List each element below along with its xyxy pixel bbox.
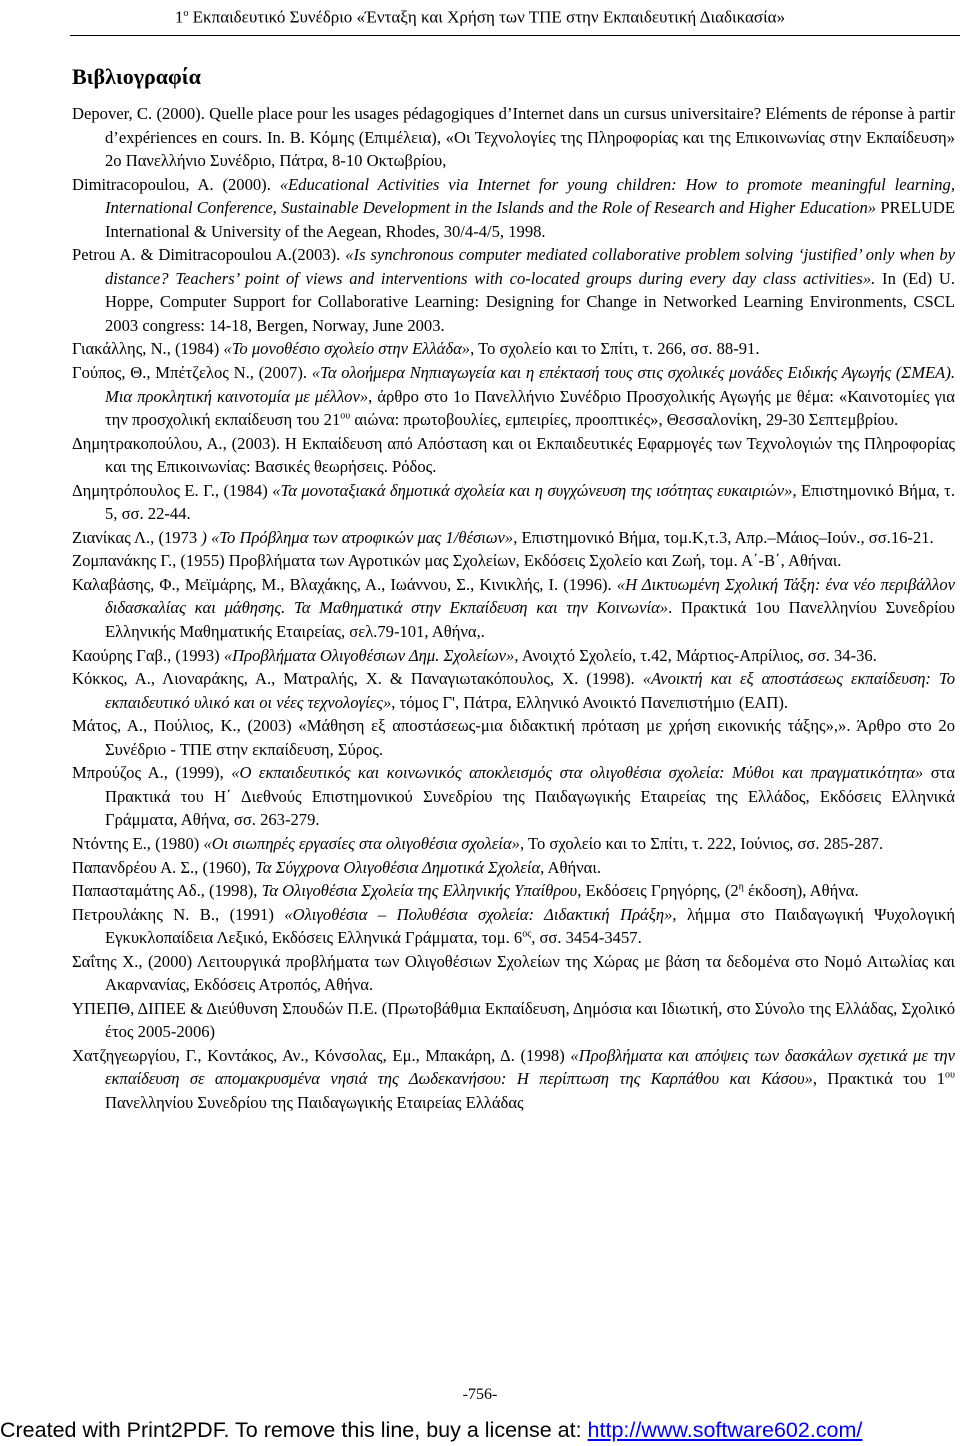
reference-italic-text: «Ολιγοθέσια – Πολυθέσια σχολεία: Διδακτική Πράξη» [284,904,673,924]
reference-italic-text: «Το μονοθέσιο σχολείο στην Ελλάδα» [223,339,471,359]
reference-text: Χατζηγεωργίου, Γ., Κοντάκος, Αν., Κόνσολας, Εμ., Μπακάρη, Δ. (1998) [72,1045,571,1065]
reference-entry [72,856,955,880]
reference-italic-text: «Ανοικτή και εξ αποστάσεως εκπαίδευση: Το εκπαιδευτικό υλικό και οι νέες τεχνολογίες» [105,669,955,712]
reference-entry [72,997,955,1044]
reference-italic-text: «Τα ολοήμερα Νηπιαγωγεία και η επέκτασή τους στις σχολικές μονάδες Ειδικής Αγωγής (ΣΜΕΑ). Μια προκλητική καινοτομία με μέλλον» [105,363,955,406]
reference-list [72,102,955,1115]
reference-italic-text: «Educational Activities via Internet for young children: How to promote meaningful learning, International Conference, Sustainable Development in the Islands and the Role of Research and Higher Education» [105,174,955,218]
reference-italic-text: «Προβλήματα Ολιγοθέσιων Δημ. Σχολείων» [223,645,515,665]
reference-text: , λήμμα στο Παιδαγωγική Ψυχολογική Εγκυκλοπαίδεια Λεξικό, Εκδόσεις Ελληνικά Γράμματα, τομ. 6 [105,904,956,948]
reference-italic-text: «Οι σιωπηρές εργασίες στα ολιγοθέσια σχολεία» [203,833,520,853]
footer-link[interactable]: http://www.software602.com/ [587,1418,863,1442]
page-number: -756- [462,1386,498,1403]
reference-text: , Το σχολείο και το Σπίτι, τ. 266, σσ. 88-91. [470,339,760,359]
reference-italic-text: «Τα μονοταξιακά δημοτικά σχολεία και η συγχώνευση της ισότητας ευκαιριών» [272,480,793,500]
reference-text: Petrou A. & Dimitracopoulou A.(2003). [72,245,346,265]
reference-text: Δημητρόπουλος Ε. Γ., (1984) [72,480,273,500]
reference-entry [72,432,955,479]
reference-text: Μπρούζος Α., (1999), [72,763,232,783]
reference-text: Ζομπανάκης Γ., (1955) Προβλήματα των Αγροτικών μας Σχολείων, Εκδόσεις Σχολείο και Ζωή, τομ. Α΄-Β΄, Αθήναι. [72,551,842,571]
reference-entry [72,667,955,714]
reference-entry [72,879,955,903]
reference-entry [72,549,955,573]
reference-text: αιώνα: πρωτοβουλίες, εμπειρίες, προοπτικές», Θεσσαλονίκη, 29-30 Σεπτεμβρίου. [350,410,899,430]
reference-entry [72,903,955,950]
reference-text: , Επιστημονικό Βήμα, τομ.Κ,τ.3, Απρ.–Μάιος–Ιούν., σσ.16-21. [513,527,934,547]
reference-text: , Ανοιχτό Σχολείο, τ.42, Μάρτιος-Απρίλιος, σσ. 34-36. [514,645,877,665]
reference-superscript: ου [945,1069,955,1081]
reference-entry [72,573,955,644]
reference-text: Καλαβάσης, Φ., Μεϊμάρης, Μ., Βλαχάκης, Α., Ιωάννου, Σ., Κινικλής, Ι. (1996). [72,574,617,594]
reference-italic-text: «Η Δικτυωμένη Σχολική Τάξη: ένα νέο περιβάλλον διδασκαλίας και μάθησης. Τα Μαθηματικά στην Εκπαίδευση και την Κοινωνία» [105,574,956,618]
reference-italic-text: Τα Σύγχρονα Ολιγοθέσια Δημοτικά Σχολεία [255,857,541,877]
print2pdf-footer [0,1414,960,1446]
reference-text: Παπανδρέου Α. Σ., (1960), [72,857,255,877]
reference-italic-text: Τα Ολιγοθέσια Σχολεία της Ελληνικής Υπαίθρου [261,881,578,901]
reference-text: Παπασταμάτης Αδ., (1998), [72,881,262,901]
reference-text: Δημητρακοπούλου, Α., (2003). Η Εκπαίδευση από Απόσταση και οι Εκπαιδευτικές Εφαρμογές των Τεχνολογιών της Πληροφορίας και της Επικοινωνίας: Βασικές θεωρήσεις. Ρόδος. [72,433,955,477]
reference-entry [72,1044,955,1115]
reference-entry [72,337,955,361]
header-rule [70,35,960,36]
reference-entry [72,832,955,856]
footer-text: Created with Print2PDF. To remove this line, buy a license at: [0,1418,588,1442]
reference-text: . Πρακτικά 1ου Πανελληνίου Συνεδρίου Ελληνικής Μαθηματικής Εταιρείας, σελ.79-101, Αθήνα,. [105,598,955,642]
reference-text: , σσ. 3454-3457. [531,928,642,948]
reference-text: Πετρουλάκης Ν. Β., (1991) [72,904,285,924]
reference-superscript: η [738,881,744,893]
header-superscript: ο [183,8,189,19]
reference-text: Σαΐτης Χ., (2000) Λειτουργικά προβλήματα των Ολιγοθέσιων Σχολείων της Χώρας με βάση τα δεδομένα στο Νομό Αιτωλίας και Ακαρνανίας, Εκδόσεις Ατροπός, Αθήνα. [72,951,955,995]
reference-italic-text: ) «Το Πρόβλημα των ατροφικών μας 1/θέσιων» [201,527,514,547]
reference-text: PRELUDE International & University of the Aegean, Rhodes, 30/4-4/5, 1998. [105,198,955,241]
reference-text: , άρθρο στο 1ο Πανελλήνιο Συνέδριο Προσχολικής Αγωγής με θέμα: «Καινοτομίες για την προσχολική εκπαίδευση του 21 [105,386,955,430]
reference-superscript: ος [522,928,532,940]
reference-text: Πανελληνίου Συνεδρίου της Παιδαγωγικής Εταιρείας Ελλάδας [105,1092,524,1112]
reference-text: Κόκκος, Α., Λιοναράκης, Α., Ματραλής, Χ. & Παναγιωτακόπουλος, Χ. (1998). [72,669,643,689]
reference-italic-text: «Προβλήματα και απόψεις των δασκάλων σχετικά με την εκπαίδευση σε απομακρυσμένα νησιά της Δωδεκανήσου: Η περίπτωση της Καρπάθου και Κάσου» [105,1045,956,1089]
reference-text: In (Ed) U. Hoppe, Computer Support for Collaborative Learning: Designing for Change in Networked Learning Environments, CSCL 2003 congress: 14-18, Bergen, Norway, June 2003. [105,268,955,335]
reference-entry [72,361,955,432]
reference-entry [72,173,955,244]
reference-text: , Επιστημονικό Βήμα, τ. 5, σσ. 22-44. [105,480,955,524]
reference-text: Depover, C. (2000). Quelle place pour les usages pédagogiques d’Internet dans un cursus universitaire? Eléments de réponse à partir d’expériences en cours. In. Β. Κόμης (Επιμέλεια), «Οι Τεχνολογίες της Πληροφορίας και της Επικοινωνίας στην Εκπαίδευση» 2ο Πανελλήνιο Συνέδριο, Πάτρα, 8-10 Οκτωβρίου, [72,104,955,171]
reference-text: Ντόντης Ε., (1980) [72,833,204,853]
reference-text: Γιακάλλης, Ν., (1984) [72,339,224,359]
reference-text: , τόμος Γ', Πάτρα, Ελληνικό Ανοικτό Πανεπιστήμιο (ΕΑΠ). [391,692,789,712]
reference-entry [72,479,955,526]
reference-italic-text: «Is synchronous computer mediated collaborative problem solving ‘justified’ only when by distance? Teachers’ point of views and interventions with co-located groups during every day class activities». [105,245,955,288]
header-text: Εκπαιδευτικό Συνέδριο «Ένταξη και Χρήση των ΤΠΕ στην Εκπαιδευτική Διαδικασία» [188,7,786,27]
reference-text: Μάτος, Α., Πούλιος, Κ., (2003) «Μάθηση εξ αποστάσεως-μια διδακτική πρόταση με χρήση εικονικής τάξης»,». Άρθρο στο 2ο Συνέδριο - ΤΠΕ στην εκπαίδευση, Σύρος. [72,716,955,759]
section-title: Βιβλιογραφία [72,64,201,89]
reference-text: ΥΠΕΠΘ, ΔΙΠΕΕ & Διεύθυνση Σπουδών Π.Ε. (Πρωτοβάθμια Εκπαίδευση, Δημόσια και Ιδιωτική, στο Σύνολο της Ελλάδας, Σχολικό έτος 2005-2006) [72,998,955,1042]
reference-entry [72,950,955,997]
reference-text: , Αθήναι. [540,857,601,877]
reference-entry [72,644,955,668]
reference-text: , Το σχολείο και το Σπίτι, τ. 222, Ιούνιος, σσ. 285-287. [519,833,884,853]
reference-text: Dimitracopoulou, A. (2000). [72,174,280,194]
header-number: 1 [174,7,184,27]
reference-text: Γούπος, Θ., Μπέτζελος Ν., (2007). [72,363,312,383]
reference-entry [72,526,955,550]
reference-entry [72,243,955,337]
reference-entry [72,102,955,173]
reference-text: στα Πρακτικά του Η΄ Διεθνούς Επιστημονικού Συνεδρίου της Παιδαγωγικής Εταιρείας της Ελλάδος, Εκδόσεις Ελληνικά Γράμματα, Αθήνα, σσ. 263-279. [105,763,956,830]
reference-text: έκδοση), Αθήνα. [743,881,859,901]
reference-text: Καούρης Γαβ., (1993) [72,645,224,665]
reference-italic-text: «Ο εκπαιδευτικός και κοινωνικός αποκλεισμός στα ολιγοθέσια σχολεία: Μύθοι και πραγματικότητα» [231,763,924,783]
page-header [0,2,960,30]
reference-text: Ζιανίκας Λ., (1973 [72,527,202,547]
reference-text: , Εκδόσεις Γρηγόρης, (2 [577,881,739,901]
reference-entry [72,714,955,761]
reference-superscript: ου [340,410,351,422]
reference-text: , Πρακτικά του 1 [812,1069,946,1089]
reference-entry [72,761,955,832]
